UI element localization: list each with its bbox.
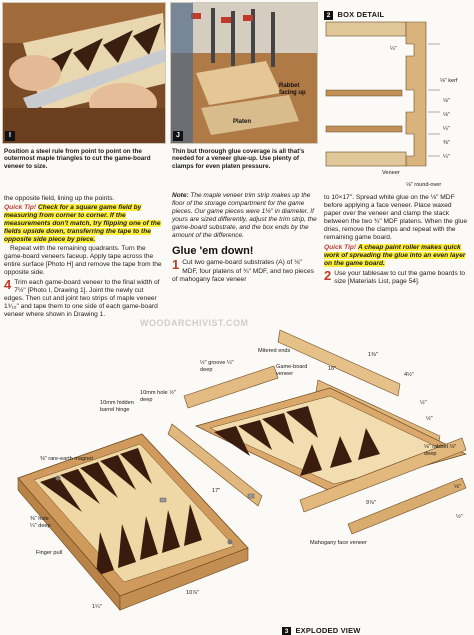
box-detail-drawing <box>322 16 472 192</box>
ev-dim-16: 16" <box>328 366 337 372</box>
box-detail-title: BOX DETAIL <box>337 10 385 19</box>
lbl-finger-pull: Finger pull <box>36 550 63 556</box>
photo-j-caption: Thin but thorough glue coverage is all that's needed for a veneer glue-up. Use plenty of clamps for even platen pressure. <box>172 148 305 170</box>
col3-p1: to 10×17". Spread white glue on the ⅛" MDF before applying a face veneer. Place waxed paper over the veneer and clamp the stack between the two ¾" MDF platens. When the glue dries, remove the clamps and repeat with the remaining game board. <box>324 194 468 242</box>
photo-i-label: I <box>5 131 15 141</box>
exploded-view-drawing <box>0 328 474 618</box>
col1-step4-num: 4 <box>4 276 12 292</box>
col1-p1: the opposite field, lining up the points. <box>4 195 115 202</box>
magnet-2 <box>228 540 233 545</box>
col1-p2: Repeat with the remaining quadrants. Turn the game-board veneers faceup. Apply tape across the entire surface [Photo H] and remove the tape from the opposite side. <box>4 244 162 276</box>
col2-step1-num: 1 <box>172 257 180 273</box>
exploded-view-number: 3 <box>282 627 291 635</box>
box-veneer: Veneer <box>382 170 400 176</box>
ev-dim-9-7-8: 9⅞" <box>366 500 376 506</box>
col3-step2-num: 2 <box>324 267 332 283</box>
col2-step1-text: Cut two game-board substrates (A) of ⅛" MDF, four platens of ¾" MDF, and two pieces of mahogany face veneer <box>172 259 314 283</box>
col1-step4 <box>4 276 164 319</box>
callout-rabbet: Rabbet facing up <box>279 83 306 96</box>
watermark: WOODARCHIVIST.COM <box>140 318 249 328</box>
col3-text <box>324 194 470 286</box>
lbl-hidden-hinge: 10mm hidden barrel hinge <box>100 400 134 413</box>
box-dim-2: ⅛" <box>443 98 450 104</box>
lbl-game-board-veneer: Game-board veneer <box>276 364 308 377</box>
photo-j <box>170 2 318 144</box>
board-right-field <box>210 396 452 484</box>
lbl-mahogany: Mahogany face veneer <box>310 540 367 546</box>
ev-dim-half-1: ½" <box>420 400 427 406</box>
lbl-groove: ½" groove ¼" deep <box>200 360 234 373</box>
col3-tip-text: A cheap paint roller makes quick work of spreading the glue into an even layer on the game board. <box>324 243 466 267</box>
rail-top-back <box>278 330 400 396</box>
lbl-rabbet: ⅛" rabbet ⅛" deep <box>424 444 457 457</box>
box-dim-5: ⅜" <box>443 140 450 146</box>
box-kerf: ⅛" kerf <box>440 78 458 84</box>
hinge-1 <box>160 498 166 502</box>
hinge-2 <box>248 494 254 498</box>
lbl-hole-10: 10mm hole ½" deep <box>140 390 176 403</box>
photo-j-label: J <box>173 131 183 141</box>
col2-note-label: Note: <box>172 192 189 199</box>
lbl-hole-deep: ⅜" hole ¼" deep <box>30 516 51 529</box>
photo-i-image <box>3 3 166 144</box>
ev-dim-4-1-2: 4½" <box>404 372 414 378</box>
exploded-view-header <box>282 620 402 635</box>
ev-dim-1-3-8: 1⅜" <box>368 352 378 358</box>
ev-dim-half-3: ½" <box>456 514 463 520</box>
ev-dim-half-2: ½" <box>426 416 433 422</box>
box-dim-6: ¼" <box>443 154 450 160</box>
magnet-1 <box>56 476 61 481</box>
col1-tip <box>4 204 164 244</box>
col1-step4-text: Trim each game-board veneer to the final width of 7½" [Photo I, Drawing 1]. Joint the newly cut edges. Then cut and joint two strips of maple veneer 1⁹⁄₁₆" and tape them to one side of each game-board veneer where shown in Drawing 1. <box>4 278 160 319</box>
lbl-magnet: ⅜" rare-earth magnet <box>40 456 93 462</box>
col3-step2 <box>324 267 470 286</box>
col2-text <box>172 192 318 284</box>
ev-dim-10-7-8: 10⅞" <box>186 590 199 596</box>
col2-step1 <box>172 259 318 283</box>
box-roundover: ⅛" round-over <box>406 182 442 188</box>
lbl-mitered-ends: Mitered ends <box>258 348 291 354</box>
col2-note <box>172 192 318 239</box>
box-detail-header <box>324 4 470 19</box>
photo-i <box>2 2 166 144</box>
col3-step2-text: Use your tablesaw to cut the game boards to size [Materials List, page 54]. <box>334 269 466 285</box>
callout-platen: Platen <box>233 119 252 125</box>
box-dim-1: ¼" <box>390 46 397 52</box>
ev-dim-17: 17" <box>212 488 221 494</box>
box-dim-4: ¼" <box>443 126 450 132</box>
col3-tip <box>324 244 470 268</box>
ev-dim-1-1-4: 1¼" <box>92 604 102 610</box>
exploded-view-title: EXPLODED VIEW <box>295 626 361 635</box>
col1-text <box>4 195 164 319</box>
col2-heading: Glue 'em down! <box>172 245 254 258</box>
ev-dim-1-8: ⅛" <box>454 484 461 490</box>
box-dim-3: ⅛" <box>443 112 450 118</box>
col1-tip-text: Check for a square game field by measuring from corner to corner. If the measurements don't match, try flipping one of the fields upside down, transferring the tape to the opposite side piece by piece. <box>4 204 161 244</box>
col2-note-text: The maple veneer trim strip makes up the floor of the storage compartment for the game pieces. Our game pieces were 1⅛" in diameter. If yours are sized differently, adjust the trim strip, the game-board substrate, and the box ends by the amount of the difference. <box>172 192 317 239</box>
photo-i-caption: Position a steel rule from point to point on the outermost maple triangles to cut the game-board veneer to size. <box>4 148 151 170</box>
col3-tip-label: Quick Tip! <box>324 243 357 251</box>
box-detail-number: 2 <box>324 11 333 20</box>
col1-tip-label: Quick Tip! <box>4 204 37 212</box>
